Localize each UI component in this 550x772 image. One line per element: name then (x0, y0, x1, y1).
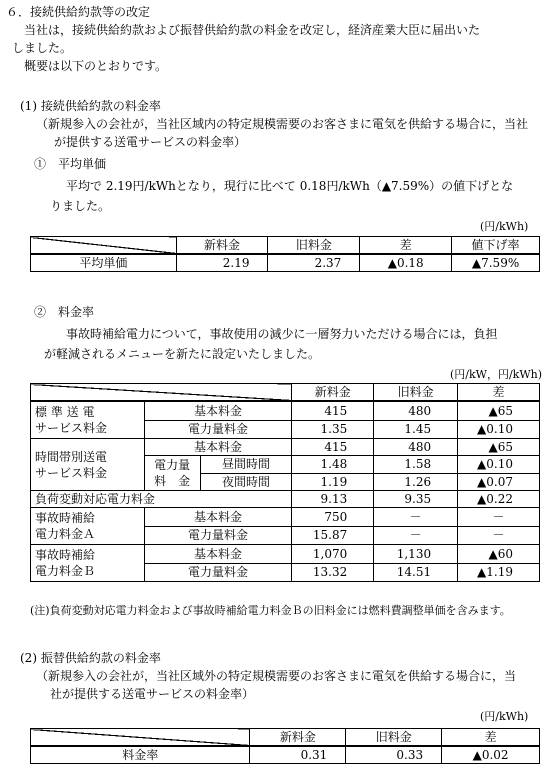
s1-title: (1) 接続供給約款の料金率 (20, 99, 161, 113)
group-label-line: サービス料金 (35, 421, 108, 435)
item-label: 基本料金 (144, 545, 292, 564)
group-label-line: 時間帯別送電 (35, 449, 108, 464)
cell-old: 1,130 (374, 545, 458, 564)
diagonal-cell (31, 729, 250, 747)
cell-new: 2.19 (176, 254, 268, 272)
group-label-line: 事故時補給 (35, 548, 96, 562)
s1-sub2-text-2: が軽減されるメニューを新たに設定いたしました。 (44, 347, 321, 361)
item-label: 基本料金 (144, 508, 292, 527)
cell-new: 415 (292, 401, 374, 420)
unit-label-3: (円/kWh) (480, 710, 529, 723)
diagonal-cell (31, 237, 177, 255)
cell-diff: ▲65 (458, 401, 540, 420)
header-old: 旧料金 (374, 384, 458, 402)
table-row (31, 491, 540, 508)
header-new: 新料金 (292, 384, 374, 402)
cell-diff: ▲0.10 (458, 420, 540, 438)
row-label: 平均単価 (31, 254, 177, 272)
s2-note-2: 社が提供する送電サービスの料金率） (50, 687, 255, 701)
cell-new: 13.32 (292, 563, 374, 582)
group-label (31, 401, 145, 439)
s1-sub2-text-1: 事故時補給電力について，事故使用の減少に一層努力いただける場合には，負担 (66, 327, 498, 341)
cell-old: 9.35 (374, 491, 458, 508)
header-old: 旧料金 (268, 237, 360, 255)
header-old: 旧料金 (346, 729, 442, 747)
group-label-line: 事故時補給 (35, 511, 96, 525)
cell-diff: ▲0.18 (360, 254, 452, 272)
cell-diff: ▲0.22 (458, 491, 540, 508)
intro-line-3: 概要は以下のとおりです。 (24, 59, 168, 73)
cell-diff: － (458, 508, 540, 527)
unit-label-2: (円/kW，円/kWh) (450, 368, 543, 381)
table-row (31, 237, 540, 255)
intro-line-2: しました。 (12, 41, 73, 55)
table-row (31, 508, 540, 527)
table-row (31, 401, 540, 420)
table-row (31, 439, 540, 456)
cell-diff: ▲0.02 (442, 746, 540, 764)
unit-label-1: (円/kWh) (480, 220, 529, 233)
transfer-rate-table (30, 728, 540, 764)
table-row (31, 384, 540, 402)
header-rate: 値下げ率 (452, 237, 540, 255)
table-row (31, 746, 540, 764)
table-row (31, 254, 540, 272)
item-label: 夜間時間 (200, 473, 292, 491)
footnote: (注)負荷変動対応電力料金および事故時補給電力料金Ｂの旧料金には燃料費調整単価を含みます。 (30, 604, 511, 617)
item-label: 昼間時間 (200, 456, 292, 474)
item-label: 負荷変動対応電力料金 (31, 491, 292, 508)
diagonal-cell (31, 384, 292, 402)
rate-table (30, 383, 540, 582)
cell-old: － (374, 508, 458, 527)
s1-note-1: （新規参入の会社が，当社区域内の特定規模需要のお客さまに電気を供給する場合に，当社 (36, 117, 529, 131)
cell-old: 1.45 (374, 420, 458, 438)
s1-sub2-title: ② 料金率 (34, 305, 95, 319)
cell-old: 1.58 (374, 456, 458, 474)
sub-label (144, 456, 200, 491)
cell-diff: ▲65 (458, 439, 540, 456)
table-row (31, 545, 540, 564)
cell-old: 0.33 (346, 746, 442, 764)
item-label: 基本料金 (144, 401, 292, 420)
s2-title: (2) 振替供給約款の料金率 (20, 651, 161, 665)
cell-old: 14.51 (374, 563, 458, 582)
item-label: 電力量料金 (144, 420, 292, 438)
cell-diff: ▲1.19 (458, 563, 540, 582)
cell-old: 480 (374, 439, 458, 456)
sub-label-line: 電力量 (154, 458, 191, 472)
header-diff: 差 (360, 237, 452, 255)
item-label: 電力量料金 (144, 563, 292, 582)
group-label (31, 508, 145, 545)
cell-rate: ▲7.59% (452, 254, 540, 272)
intro-line-1: 当社は，接続供給約款および振替供給約款の料金を改定し，経済産業大臣に届出いた (24, 23, 481, 37)
average-price-table (30, 236, 540, 272)
cell-diff: － (458, 526, 540, 545)
s1-sub1-text-2: りました。 (50, 199, 111, 213)
cell-new: 750 (292, 508, 374, 527)
item-label: 基本料金 (144, 439, 292, 456)
cell-old: 1.26 (374, 473, 458, 491)
cell-old: － (374, 526, 458, 545)
cell-new: 9.13 (292, 491, 374, 508)
cell-new: 15.87 (292, 526, 374, 545)
row-label: 料金率 (31, 746, 250, 764)
header-diff: 差 (458, 384, 540, 402)
group-label-line: 標 準 送 電 (35, 405, 95, 419)
s1-sub1-text-1: 平均で 2.19円/kWhとなり，現行に比べて 0.18円/kWh（▲7.59%）の値下げとな (66, 179, 514, 193)
item-label: 電力量料金 (144, 526, 292, 545)
header-diff: 差 (442, 729, 540, 747)
group-label-line: 電力料金Ａ (35, 527, 96, 541)
cell-new: 1.35 (292, 420, 374, 438)
table-row (31, 729, 540, 747)
cell-old: 2.37 (268, 254, 360, 272)
cell-new: 1,070 (292, 545, 374, 564)
group-label-line: 電力料金Ｂ (35, 564, 96, 578)
sub-label-line: 料 金 (154, 474, 191, 488)
s2-note-1: （新規参入の会社が，当社区域外の特定規模需要のお客さまに電気を供給する場合に，当 (36, 669, 517, 683)
section-heading: ６．接続供給約款等の改定 (6, 5, 151, 19)
group-label (31, 439, 145, 491)
cell-old: 480 (374, 401, 458, 420)
s1-sub1-title: ① 平均単価 (34, 157, 107, 171)
group-label-line: サービス料金 (35, 465, 108, 480)
cell-new: 1.19 (292, 473, 374, 491)
cell-new: 0.31 (250, 746, 346, 764)
cell-diff: ▲0.07 (458, 473, 540, 491)
group-label (31, 545, 145, 582)
s1-note-2: が提供する送電サービスの料金率） (54, 135, 247, 149)
header-new: 新料金 (250, 729, 346, 747)
cell-new: 415 (292, 439, 374, 456)
cell-diff: ▲0.10 (458, 456, 540, 474)
cell-diff: ▲60 (458, 545, 540, 564)
header-new: 新料金 (176, 237, 268, 255)
cell-new: 1.48 (292, 456, 374, 474)
